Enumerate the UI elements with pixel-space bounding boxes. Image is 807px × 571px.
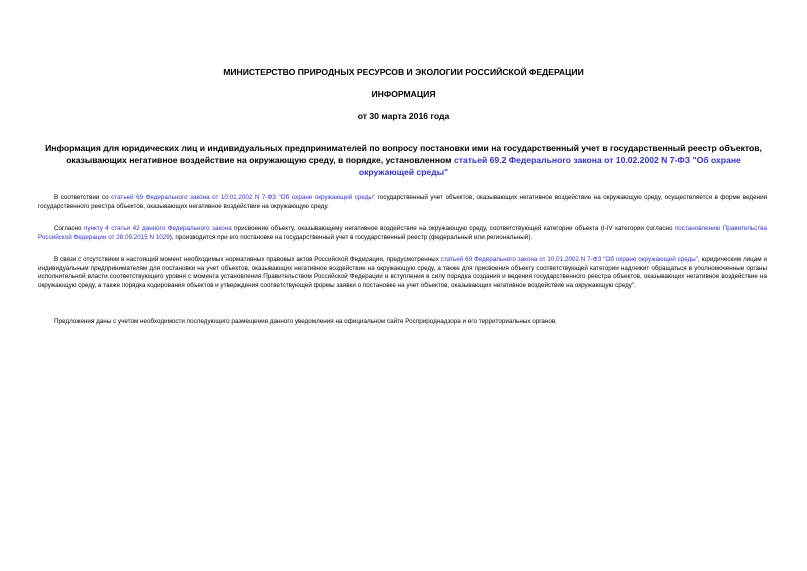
paragraph-text: Согласно bbox=[54, 225, 84, 232]
resolution-link-1029[interactable]: постановлению Правительства Российской Федерации от 28.09.2015 N 1029 bbox=[38, 225, 767, 241]
law-link-article-42[interactable]: пункту 4 статьи 42 данного Федерального закона bbox=[83, 225, 232, 232]
title-law-link[interactable]: статьей 69.2 Федерального закона от 10.02.2002 N 7-ФЗ "Об охране окружающей среды" bbox=[358, 155, 741, 177]
paragraph-text: присвоение объекту, оказывающему негативное воздействие на окружающую среду, соответствующей категории объекта (I-IV категории согласно bbox=[231, 225, 675, 232]
paragraph-1 bbox=[38, 194, 767, 211]
document-type-heading: ИНФОРМАЦИЯ bbox=[371, 89, 436, 99]
paragraph-text: ), производится при его постановке на государственный учет в государственный реестр (федеральный или региональный). bbox=[169, 233, 533, 241]
document-date: от 30 марта 2016 года bbox=[357, 111, 450, 121]
law-link-article-69[interactable]: статьей 69 Федерального закона от 10.01.2002 N 7-ФЗ "Об охране окружающей среды" bbox=[111, 194, 376, 201]
paragraph-text: В связи с отсутствием в настоящий момент необходимых нормативных правовых актов Российской Федерации, предусмотренных bbox=[54, 256, 441, 263]
paragraph-2 bbox=[38, 225, 767, 242]
paragraph-3 bbox=[38, 256, 767, 290]
paragraph-text: В соответствии со bbox=[54, 194, 112, 201]
title-text: Информация для юридических лиц и индивидуальных предпринимателей по вопросу постановки ими на государственный учет в государственный реестр объектов, оказывающих негативное воздействие на окружающую среду, в порядке, установленном bbox=[45, 143, 762, 165]
paragraph-4 bbox=[38, 318, 767, 327]
document-title bbox=[40, 142, 767, 178]
paragraph-text: , юридическим лицам и индивидуальным предпринимателям для постановки на учет объектов, оказывающих негативное воздействие на окружающую среду, а также для присвоения объекту соответствующей категории надлежит обращаться в уполномоченные органы исполнительной власти соответствующего уровня с момента установления Правительством Российской Федерации и вступления в силу порядка создания и ведения государственного реестра объектов, оказывающих негативное воздействие на окружающую среду, а также порядка кодирования объектов и утверждения соответствующей формы заявки о постановке на учет объектов, оказывающих негативное воздействие на окружающую среду". bbox=[38, 256, 767, 289]
paragraph-text: государственный учет объектов, оказывающих негативное воздействие на окружающую среду, осуществляется в форме ведения государственного реестра объектов, оказывающих негативное воздействие на окружающую среду. bbox=[38, 194, 767, 210]
paragraph-text: Предложения даны с учетом необходимости последующего размещения данного уведомления на официальном сайте Росприроднадзора и его территориальных органов. bbox=[54, 318, 557, 325]
law-link-article-69[interactable]: статьей 69 Федерального закона от 10.01.2002 N 7-ФЗ "Об охране окружающей среды" bbox=[440, 256, 699, 263]
ministry-heading: МИНИСТЕРСТВО ПРИРОДНЫХ РЕСУРСОВ И ЭКОЛОГИИ РОССИЙСКОЙ ФЕДЕРАЦИИ bbox=[223, 67, 584, 77]
